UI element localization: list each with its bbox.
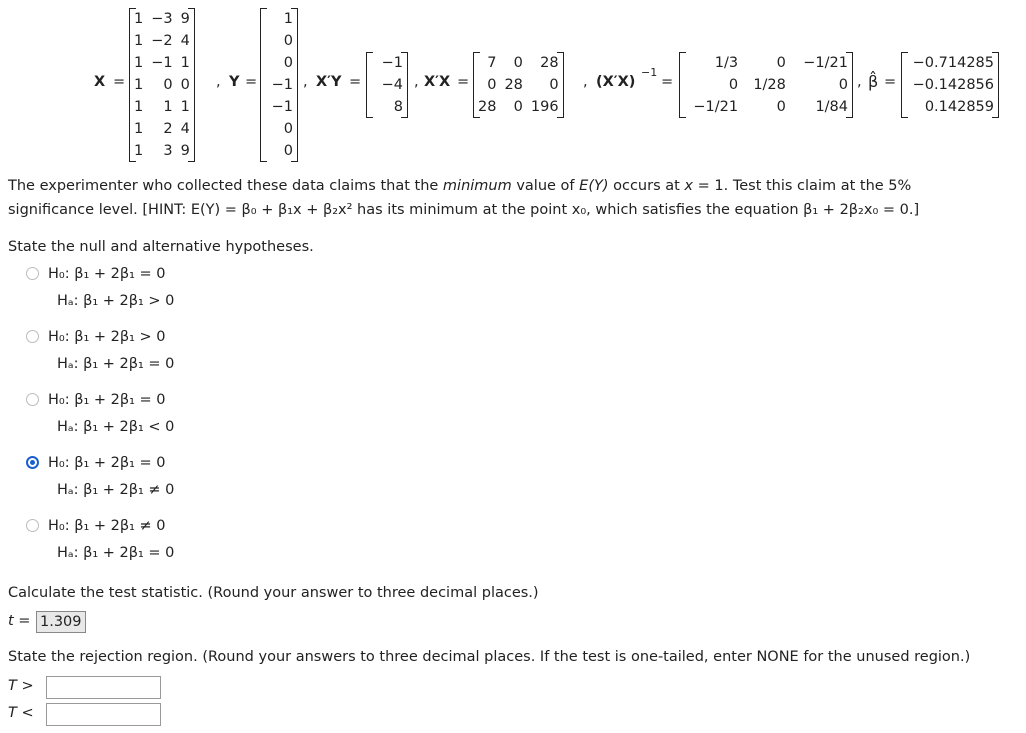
matrix-cell: 0 <box>776 99 786 115</box>
matrix-cell: −1/21 <box>803 55 848 71</box>
matrix-cell: 0.142859 <box>924 99 994 115</box>
hypotheses-prompt: State the null and alternative hypotheses. <box>8 239 314 255</box>
alternative-hypothesis-text: Hₐ: β₁ + 2β₁ ≠ 0 <box>57 482 175 498</box>
matrix-cell: 1 <box>134 99 144 115</box>
matrix-cell: 1/84 <box>815 99 848 115</box>
matrix-cell: 1 <box>134 77 144 93</box>
comma: , <box>857 74 862 90</box>
null-hypothesis-text: H₀: β₁ + 2β₁ = 0 <box>48 392 166 408</box>
matrix-cell: 7 <box>487 55 497 71</box>
matrix-cell: 9 <box>180 143 190 159</box>
lower-region-input[interactable] <box>46 703 161 726</box>
matrix-cell: −1 <box>271 99 293 115</box>
matrix-cell: 1 <box>180 55 190 71</box>
radio-button[interactable] <box>26 330 39 343</box>
matrix-cell: 28 <box>540 55 559 71</box>
null-hypothesis-text: H₀: β₁ + 2β₁ > 0 <box>48 329 166 345</box>
alternative-hypothesis-text: Hₐ: β₁ + 2β₁ = 0 <box>57 356 175 372</box>
y-matrix <box>261 8 297 162</box>
matrix-cell: 0 <box>283 121 293 137</box>
matrix-cell: 0 <box>513 99 523 115</box>
alternative-hypothesis-text: Hₐ: β₁ + 2β₁ > 0 <box>57 293 175 309</box>
matrix-cell: 196 <box>530 99 559 115</box>
beta-hat-vector <box>902 52 998 118</box>
matrix-cell: 0 <box>180 77 190 93</box>
rejection-prompt: State the rejection region. (Round your answers to three decimal places. If the test is one-tailed, enter NONE for the unused region.) <box>8 649 971 665</box>
matrix-cell: 9 <box>180 11 190 27</box>
equals-sign: = <box>661 74 674 90</box>
matrix-cell: 1 <box>283 11 293 27</box>
beta-hat-label: β̂ <box>868 72 879 91</box>
matrix-cell: 2 <box>163 121 173 137</box>
comma: , <box>414 74 419 90</box>
matrix-cell: 1 <box>134 11 144 27</box>
comma: , <box>216 74 221 90</box>
xtx-inverse-matrix <box>680 52 852 118</box>
matrix-cell: 0 <box>776 55 786 71</box>
matrix-cell: 28 <box>504 77 523 93</box>
null-hypothesis-text: H₀: β₁ + 2β₁ ≠ 0 <box>48 518 166 534</box>
inverse-exponent: −1 <box>641 66 658 79</box>
matrix-cell: 0 <box>549 77 559 93</box>
xtx-matrix <box>474 52 563 118</box>
matrix-cell: 4 <box>180 33 190 49</box>
x-matrix-label: X <box>94 74 106 90</box>
upper-region-label: T > <box>8 678 34 694</box>
equals-sign: = <box>457 74 470 90</box>
null-hypothesis-text: H₀: β₁ + 2β₁ = 0 <box>48 455 166 471</box>
xty-matrix <box>367 52 407 118</box>
matrix-cell: −2 <box>151 33 173 49</box>
x-matrix <box>130 8 194 162</box>
alternative-hypothesis-text: Hₐ: β₁ + 2β₁ < 0 <box>57 419 175 435</box>
matrix-cell: −1/21 <box>693 99 739 115</box>
equals-sign: = <box>349 74 362 90</box>
matrix-cell: 8 <box>393 99 403 115</box>
matrix-cell: 0 <box>283 143 293 159</box>
matrix-cell: −1 <box>381 55 403 71</box>
matrix-cell: 1/3 <box>714 55 739 71</box>
problem-line-2: significance level. [HINT: E(Y) = β₀ + β₁x + β₂x² has its minimum at the point x₀, which satisfies the equation β₁ + 2β₂x₀ = 0.] <box>8 202 920 218</box>
matrix-cell: 1 <box>134 33 144 49</box>
t-label: t = <box>8 613 31 629</box>
matrix-cell: 0 <box>283 33 293 49</box>
matrix-cell: −1 <box>271 77 293 93</box>
comma: , <box>303 74 308 90</box>
matrix-cell: 1/28 <box>753 77 786 93</box>
xty-label: X′Y <box>316 74 342 90</box>
problem-line-1: The experimenter who collected these data claims that the minimum value of E(Y) occurs at x = 1. Test this claim at the 5% <box>8 178 912 194</box>
t-statistic-answer[interactable]: 1.309 <box>36 611 86 633</box>
matrix-cell: 0 <box>163 77 173 93</box>
radio-button[interactable] <box>26 267 39 280</box>
comma: , <box>583 74 588 90</box>
matrix-cell: 1 <box>134 55 144 71</box>
matrix-cell: 4 <box>180 121 190 137</box>
matrix-cell: 1 <box>134 143 144 159</box>
matrix-cell: 0 <box>728 77 739 93</box>
equals-sign: = <box>245 74 258 90</box>
matrix-cell: 3 <box>163 143 173 159</box>
matrix-cell: 0 <box>838 77 848 93</box>
matrix-cell: −1 <box>151 55 173 71</box>
matrix-cell: 0 <box>283 55 293 71</box>
radio-button[interactable] <box>26 519 39 532</box>
matrix-cell: −0.142856 <box>912 77 994 93</box>
matrix-cell: 1 <box>180 99 190 115</box>
matrix-cell: −3 <box>151 11 173 27</box>
xtx-label: X′X <box>424 74 451 90</box>
matrix-cell: 1 <box>163 99 173 115</box>
equals-sign: = <box>884 74 897 90</box>
xtx-inv-label: (X′X) <box>596 74 636 90</box>
matrix-cell: 1 <box>134 121 144 137</box>
radio-button[interactable] <box>26 393 39 406</box>
statistic-prompt: Calculate the test statistic. (Round your answer to three decimal places.) <box>8 585 539 601</box>
upper-region-input[interactable] <box>46 676 161 699</box>
matrix-cell: 28 <box>478 99 497 115</box>
matrix-cell: 0 <box>487 77 497 93</box>
matrix-cell: 0 <box>513 55 523 71</box>
matrix-cell: −4 <box>381 77 403 93</box>
equals-sign: = <box>113 74 126 90</box>
radio-button[interactable] <box>26 456 39 469</box>
lower-region-label: T < <box>8 705 34 721</box>
null-hypothesis-text: H₀: β₁ + 2β₁ = 0 <box>48 266 166 282</box>
matrix-cell: −0.714285 <box>912 55 994 71</box>
y-matrix-label: Y <box>229 74 240 90</box>
alternative-hypothesis-text: Hₐ: β₁ + 2β₁ = 0 <box>57 545 175 561</box>
